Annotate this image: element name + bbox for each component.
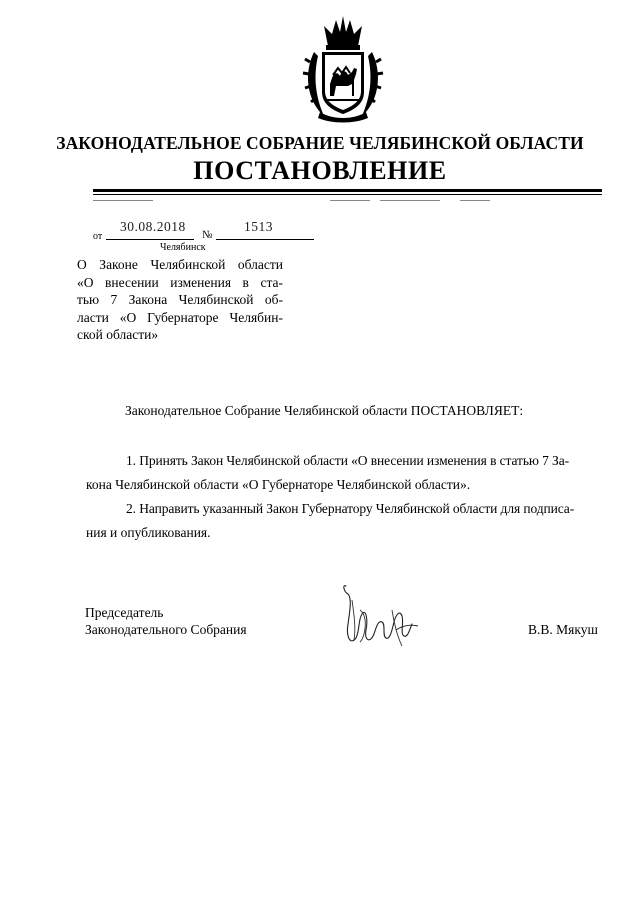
document-number: 1513 bbox=[244, 219, 273, 234]
date-prefix: от bbox=[93, 231, 103, 242]
number-prefix: № bbox=[202, 229, 213, 241]
document-date: 30.08.2018 bbox=[120, 219, 186, 234]
preamble: Законодательное Собрание Челябинской области ПОСТАНОВЛЯЕТ: bbox=[125, 403, 524, 418]
subject-line: «О внесении изменения в ста- bbox=[77, 274, 283, 290]
header-rule-fragment bbox=[330, 200, 370, 201]
handwritten-signature-icon bbox=[332, 580, 432, 660]
header-rule-fragment bbox=[460, 200, 490, 201]
signer-name: В.В. Мякуш bbox=[528, 622, 598, 637]
header-rule-fragment bbox=[93, 200, 153, 201]
item-2-line-2: ния и опубликования. bbox=[86, 525, 211, 540]
coat-of-arms-icon bbox=[302, 12, 384, 124]
header-rule-fragment bbox=[380, 200, 440, 201]
signer-position-line-1: Председатель bbox=[85, 605, 164, 620]
header-rule-thick bbox=[93, 189, 602, 192]
document-subject bbox=[77, 256, 283, 344]
header-rule-thin bbox=[93, 194, 602, 195]
item-2-line-1: 2. Направить указанный Закон Губернатору Челябинской области для подписа- bbox=[126, 501, 575, 516]
date-underline bbox=[106, 239, 194, 240]
organization-title: ЗАКОНОДАТЕЛЬНОЕ СОБРАНИЕ ЧЕЛЯБИНСКОЙ ОБЛАСТИ bbox=[56, 133, 584, 153]
signer-position-line-2: Законодательного Собрания bbox=[85, 622, 247, 637]
subject-line: О Законе Челябинской области bbox=[77, 257, 283, 272]
subject-line: ской области» bbox=[77, 327, 159, 342]
item-1-line-2: кона Челябинской области «О Губернаторе Челябинской области». bbox=[86, 477, 471, 492]
issue-place: Челябинск bbox=[160, 242, 206, 253]
subject-line: тью 7 Закона Челябинской об- bbox=[77, 292, 283, 307]
document-type-title: ПОСТАНОВЛЕНИЕ bbox=[193, 156, 447, 185]
number-underline bbox=[216, 239, 314, 240]
subject-line: ласти «О Губернаторе Челябин- bbox=[77, 309, 283, 325]
item-1-line-1: 1. Принять Закон Челябинской области «О внесении изменения в статью 7 За- bbox=[126, 453, 570, 468]
